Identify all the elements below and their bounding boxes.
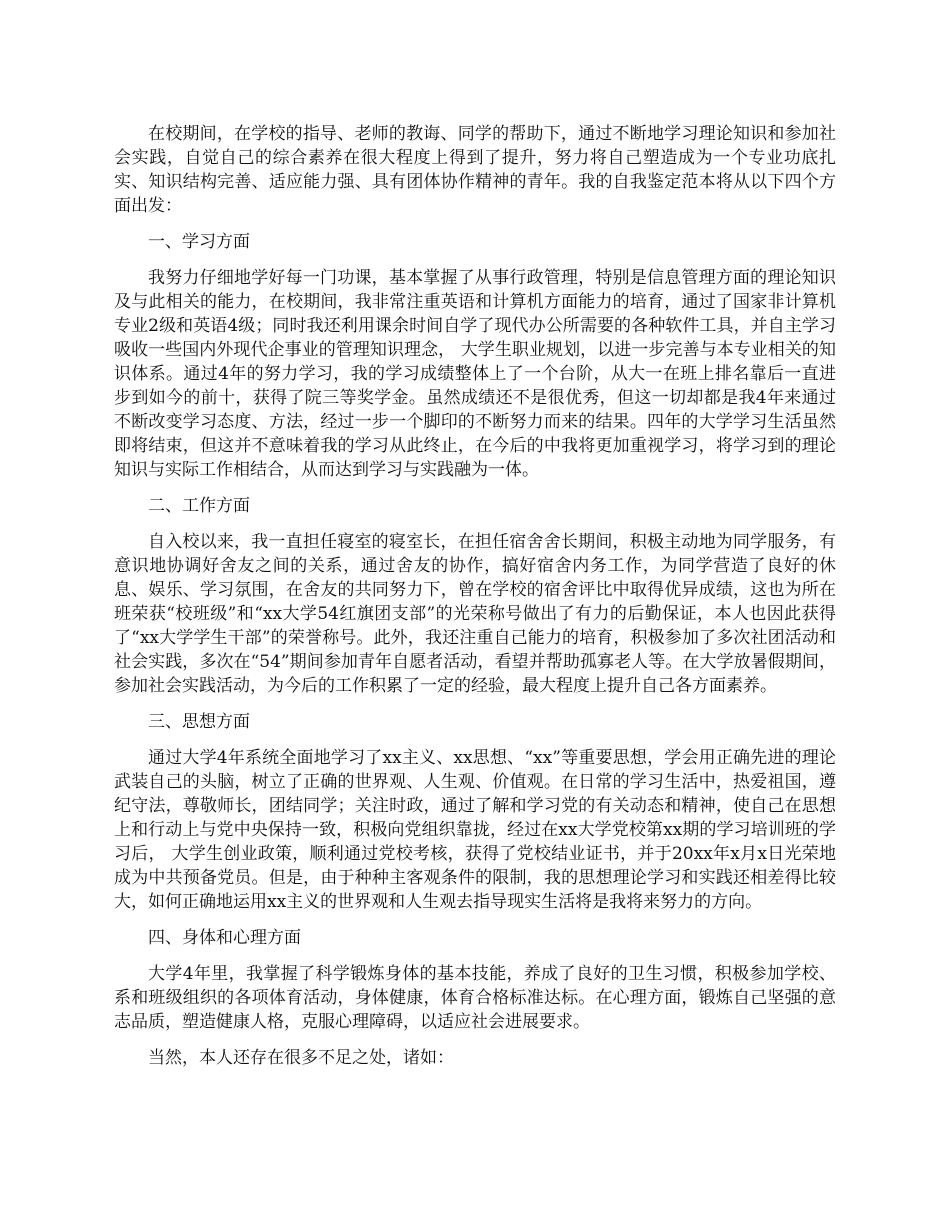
closing-paragraph: 当然，本人还存在很多不足之处，诸如： xyxy=(148,1048,454,1068)
intro-paragraph: 在校期间，在学校的指导、老师的教诲、同学的帮助下，通过不断地学习理论知识和参加社会实践，自觉自己的综合素养在很大程度上得到了提升，努力将自己塑造成为一个专业功底扎实、知识结构完善、适应能力强、具有团体协作精神的青年。我的自我鉴定范本将从以下四个方面出发： xyxy=(114,124,836,216)
section-body-study: 我努力仔细地学好每一门功课，基本掌握了从事行政管理，特别是信息管理方面的理论知识及与此相关的能力，在校期间，我非常注重英语和计算机方面能力的培育，通过了国家非计算机专业2级和英语4级；同时我还利用课余时间自学了现代办公所需要的各种软件工具，并自主学习吸收一些国内外现代企事业的管理知识理念， 大学生职业规划，以进一步完善与本专业相关的知识体系。通过4年的努力学习，我的学习成绩整体上了一个台阶，从大一在班上排名靠后一直进步到如今的前十，获得了院三等奖学金。虽然成绩还不是很优秀，但这一切却都是我4年来通过不断改变学习态度、方法，经过一步一个脚印的不断努力而来的结果。四年的大学学习生活虽然即将结束，但这并不意味着我的学习从此终止，在今后的中我将更加重视学习，将学习到的理论知识与实际工作相结合，从而达到学习与实践融为一体。 xyxy=(114,268,836,480)
section-heading-study: 一、学习方面 xyxy=(148,232,250,252)
section-heading-thought: 三、思想方面 xyxy=(148,712,250,732)
section-body-thought: 通过大学4年系统全面地学习了xx主义、xx思想、“xx”等重要思想，学会用正确先进的理论武装自己的头脑，树立了正确的世界观、人生观、价值观。在日常的学习生活中，热爱祖国，遵纪守法，尊敬师长，团结同学；关注时政，通过了解和学习党的有关动态和精神，使自己在思想上和行动上与党中央保持一致，积极向党组织靠拢，经过在xx大学党校第xx期的学习培训班的学习后， 大学生创业政策，顺利通过党校考核，获得了党校结业证书，并于20xx年x月x日光荣地成为中共预备党员。但是，由于种种主客观条件的限制，我的思想理论学习和实践还相差得比较大，如何正确地运用xx主义的世界观和人生观去指导现实生活将是我将来努力的方向。 xyxy=(114,748,836,912)
section-heading-body-mind: 四、身体和心理方面 xyxy=(148,928,301,948)
section-body-work: 自入校以来，我一直担任寝室的寝室长，在担任宿舍舍长期间，积极主动地为同学服务，有意识地协调好舍友之间的关系，通过舍友的协作，搞好宿舍内务工作，为同学营造了良好的休息、娱乐、学习氛围，在舍友的共同努力下，曾在学校的宿舍评比中取得优异成绩，这也为所在班荣获“校班级”和“xx大学54红旗团支部”的光荣称号做出了有力的后勤保证，本人也因此获得了“xx大学学生干部”的荣誉称号。此外，我还注重自己能力的培育，积极参加了多次社团活动和社会实践，多次在“54”期间参加青年自愿者活动，看望并帮助孤寡老人等。在大学放暑假期间，参加社会实践活动，为今后的工作积累了一定的经验，最大程度上提升自己各方面素养。 xyxy=(114,532,836,696)
section-body-body-mind: 大学4年里，我掌握了科学锻炼身体的基本技能，养成了良好的卫生习惯，积极参加学校、系和班级组织的各项体育活动，身体健康，体育合格标准达标。在心理方面，锻炼自己坚强的意志品质，塑造健康人格，克服心理障碍，以适应社会进展要求。 xyxy=(114,964,836,1032)
document-page xyxy=(114,122,836,1082)
section-heading-work: 二、工作方面 xyxy=(148,496,250,516)
